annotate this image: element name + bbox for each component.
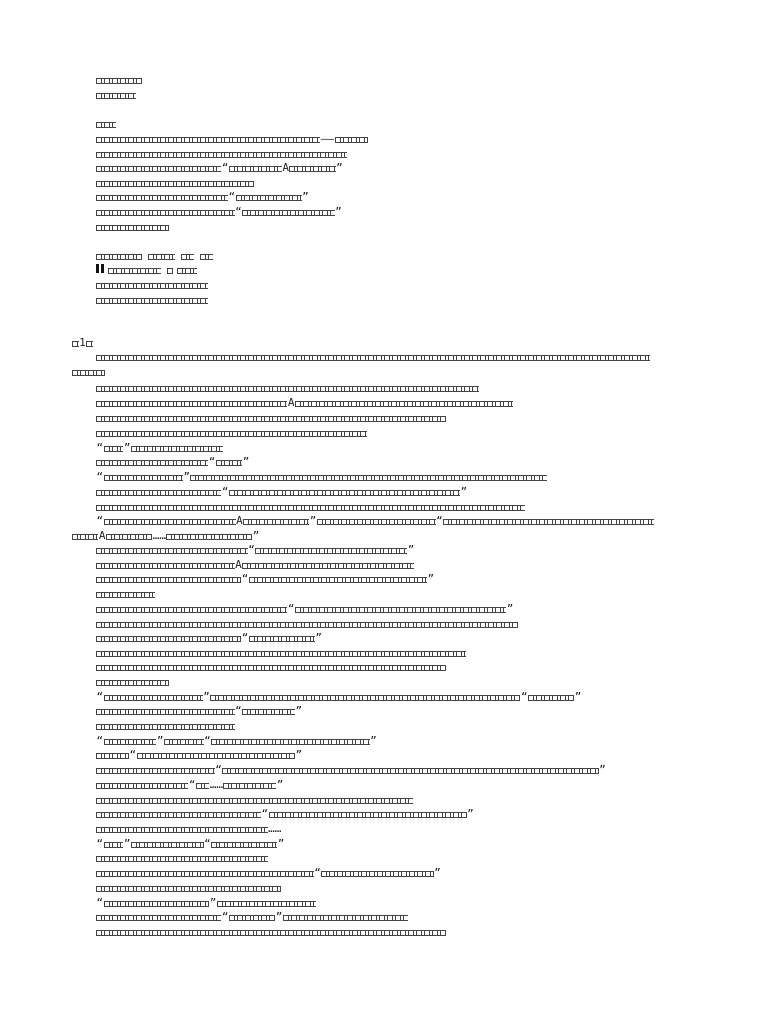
glyph-run xyxy=(283,915,408,921)
glyph-run xyxy=(321,871,433,877)
bar-mark xyxy=(96,264,99,273)
glyph-run xyxy=(236,195,302,201)
glyph-run xyxy=(96,871,314,877)
text-glyph: “ xyxy=(221,161,229,174)
text-glyph: 1 xyxy=(79,336,86,349)
glyph-run xyxy=(96,122,116,128)
text-glyph: “ xyxy=(215,763,222,776)
text-line xyxy=(96,88,136,102)
text-glyph: “ xyxy=(204,837,211,850)
text-glyph: “ xyxy=(235,205,242,218)
text-glyph: “ xyxy=(287,602,295,615)
glyph-run xyxy=(96,798,413,804)
text-line xyxy=(96,896,316,910)
text-glyph: ” xyxy=(309,514,317,527)
text-glyph: ” xyxy=(467,807,474,820)
glyph-run xyxy=(164,739,204,745)
text-line xyxy=(96,205,342,219)
glyph-run xyxy=(104,842,124,848)
glyph-run xyxy=(108,268,161,274)
text-line xyxy=(96,161,343,175)
glyph-run xyxy=(104,475,183,481)
glyph-run xyxy=(96,386,479,392)
text-line xyxy=(96,147,347,161)
text-line xyxy=(72,529,260,543)
glyph-run xyxy=(96,636,241,642)
glyph-run xyxy=(96,930,446,936)
text-glyph: “ xyxy=(228,190,236,203)
text-line xyxy=(96,866,441,880)
text-glyph: ” xyxy=(460,485,468,498)
text-glyph: ” xyxy=(302,190,309,203)
text-glyph: “ xyxy=(96,837,104,850)
glyph-run xyxy=(216,460,242,466)
text-line xyxy=(96,220,169,234)
glyph-run xyxy=(223,783,276,789)
glyph-run xyxy=(181,254,194,260)
text-line xyxy=(96,822,282,836)
glyph-run xyxy=(96,724,235,730)
text-glyph: “ xyxy=(235,704,242,717)
glyph-run xyxy=(96,622,518,628)
text-line xyxy=(96,441,223,455)
glyph-run xyxy=(249,636,315,642)
glyph-run xyxy=(177,268,197,274)
text-glyph: “ xyxy=(261,807,269,820)
text-glyph: “ xyxy=(520,690,528,703)
text-line xyxy=(96,587,155,601)
glyph-run xyxy=(96,225,169,231)
text-line xyxy=(96,704,303,718)
glyph-run xyxy=(96,915,221,921)
text-line xyxy=(96,73,142,87)
glyph-run xyxy=(96,490,221,496)
glyph-run xyxy=(96,783,188,789)
glyph-run xyxy=(190,475,546,481)
text-glyph: ” xyxy=(315,631,322,644)
text-glyph: ” xyxy=(574,690,582,703)
glyph-run xyxy=(96,812,261,818)
text-line xyxy=(96,660,446,674)
text-glyph: “ xyxy=(96,734,104,747)
glyph-run xyxy=(96,563,235,569)
bar-glyph xyxy=(96,263,106,277)
glyph-run xyxy=(211,739,369,745)
glyph-run xyxy=(148,254,174,260)
glyph-run xyxy=(72,341,79,347)
text-line xyxy=(96,719,235,733)
bar-mark xyxy=(101,264,104,273)
glyph-run xyxy=(317,519,436,525)
glyph-run xyxy=(96,856,268,862)
text-glyph: …… xyxy=(152,529,166,542)
glyph-run xyxy=(96,709,235,715)
glyph-run xyxy=(249,577,427,583)
glyph-run xyxy=(104,695,203,701)
glyph-run xyxy=(106,534,152,540)
text-glyph: A xyxy=(235,558,242,571)
text-line xyxy=(72,336,93,350)
text-glyph: “ xyxy=(221,485,229,498)
text-glyph: “ xyxy=(96,896,104,909)
glyph-run xyxy=(166,534,252,540)
glyph-run xyxy=(229,490,460,496)
text-line xyxy=(96,263,197,277)
glyph-run xyxy=(96,416,446,422)
text-glyph: ” xyxy=(242,455,250,468)
text-glyph: ” xyxy=(252,529,260,542)
text-glyph: A xyxy=(287,396,295,409)
text-line xyxy=(96,881,281,895)
glyph-run xyxy=(96,78,142,84)
text-line xyxy=(72,365,105,379)
glyph-run xyxy=(104,446,124,452)
glyph-run xyxy=(255,548,407,554)
text-line xyxy=(96,543,415,557)
text-glyph: ” xyxy=(123,837,131,850)
glyph-run xyxy=(96,254,142,260)
text-line xyxy=(96,455,250,469)
glyph-run xyxy=(96,152,347,158)
text-line xyxy=(96,602,514,616)
text-line xyxy=(96,734,377,748)
glyph-run xyxy=(295,401,513,407)
text-glyph: …… xyxy=(268,822,282,835)
glyph-run xyxy=(96,592,155,598)
text-glyph: “ xyxy=(96,514,104,527)
glyph-run xyxy=(96,210,235,216)
text-glyph: ” xyxy=(407,543,415,556)
glyph-run xyxy=(96,460,208,466)
glyph-run xyxy=(96,680,169,686)
text-line xyxy=(96,675,169,689)
glyph-run xyxy=(96,431,367,437)
text-line xyxy=(96,500,525,514)
glyph-run xyxy=(96,298,208,304)
glyph-run xyxy=(242,210,334,216)
text-glyph: ” xyxy=(295,748,303,761)
glyph-run xyxy=(96,137,320,143)
glyph-run xyxy=(210,695,520,701)
text-glyph: “ xyxy=(96,441,104,454)
glyph-run xyxy=(96,401,287,407)
glyph-run xyxy=(196,783,209,789)
glyph-run xyxy=(131,446,223,452)
text-glyph: ” xyxy=(203,690,210,703)
text-glyph: A xyxy=(282,161,289,174)
glyph-run xyxy=(295,607,506,613)
text-line xyxy=(96,617,518,631)
glyph-run xyxy=(229,166,282,172)
glyph-run xyxy=(104,519,236,525)
text-line xyxy=(96,778,284,792)
glyph-run xyxy=(104,739,157,745)
text-glyph: ” xyxy=(276,778,284,791)
text-line xyxy=(96,411,446,425)
text-line xyxy=(96,558,414,572)
glyph-run xyxy=(443,519,654,525)
glyph-run xyxy=(96,181,254,187)
glyph-run xyxy=(104,901,210,907)
text-glyph: ” xyxy=(275,910,283,923)
glyph-run xyxy=(96,768,215,774)
glyph-run xyxy=(242,709,295,715)
text-line xyxy=(96,249,213,263)
text-line xyxy=(96,631,322,645)
text-line xyxy=(96,293,208,307)
glyph-run xyxy=(96,886,281,892)
text-line xyxy=(96,851,268,865)
text-glyph: ” xyxy=(183,470,190,483)
text-glyph: “ xyxy=(129,748,137,761)
text-glyph: ” xyxy=(434,866,441,879)
glyph-run xyxy=(96,577,241,583)
text-line xyxy=(96,470,547,484)
text-line xyxy=(96,514,654,528)
text-line xyxy=(96,837,285,851)
glyph-run xyxy=(229,915,275,921)
glyph-run xyxy=(96,93,136,99)
text-glyph: ” xyxy=(336,161,343,174)
text-line xyxy=(96,910,408,924)
text-line xyxy=(96,925,446,939)
glyph-run xyxy=(96,548,248,554)
glyph-run xyxy=(96,651,466,657)
text-line xyxy=(96,485,468,499)
text-line xyxy=(96,132,368,146)
text-line xyxy=(96,748,303,762)
glyph-run xyxy=(211,842,277,848)
glyph-run xyxy=(96,195,228,201)
text-glyph: ” xyxy=(335,205,342,218)
glyph-run xyxy=(335,137,368,143)
glyph-run xyxy=(96,827,268,833)
text-line xyxy=(96,176,254,190)
glyph-run xyxy=(269,812,467,818)
text-line xyxy=(96,646,466,660)
text-glyph: A xyxy=(236,514,243,527)
text-glyph: “ xyxy=(204,734,211,747)
glyph-run xyxy=(96,355,650,361)
glyph-run xyxy=(131,842,204,848)
text-line xyxy=(96,117,116,131)
text-glyph: “ xyxy=(241,572,249,585)
text-glyph: ” xyxy=(506,602,514,615)
glyph-run xyxy=(167,268,174,274)
glyph-run xyxy=(243,519,309,525)
text-glyph: ” xyxy=(427,572,435,585)
text-glyph: A xyxy=(98,529,106,542)
text-line xyxy=(96,190,309,204)
glyph-run xyxy=(137,753,295,759)
text-glyph: …… xyxy=(209,778,223,791)
text-glyph: “ xyxy=(221,910,229,923)
glyph-run xyxy=(96,753,129,759)
text-line xyxy=(96,426,367,440)
text-glyph: “ xyxy=(188,778,196,791)
text-glyph: “ xyxy=(436,514,443,527)
glyph-run xyxy=(72,534,98,540)
text-glyph: ” xyxy=(123,441,131,454)
text-line xyxy=(96,793,413,807)
text-line xyxy=(96,807,474,821)
glyph-run xyxy=(86,341,93,347)
text-line xyxy=(96,572,435,586)
text-line xyxy=(96,690,582,704)
glyph-run xyxy=(200,254,213,260)
glyph-run xyxy=(96,607,287,613)
text-line xyxy=(96,396,513,410)
glyph-run xyxy=(222,768,598,774)
text-glyph: ” xyxy=(599,763,606,776)
glyph-run xyxy=(72,370,105,376)
text-glyph: “ xyxy=(241,631,249,644)
glyph-run xyxy=(528,695,574,701)
text-glyph: ” xyxy=(209,896,217,909)
text-line xyxy=(96,350,650,364)
text-glyph: ” xyxy=(370,734,377,747)
text-glyph: “ xyxy=(314,866,321,879)
glyph-run xyxy=(96,283,208,289)
glyph-run xyxy=(289,166,335,172)
text-line xyxy=(96,278,208,292)
glyph-run xyxy=(96,166,221,172)
glyph-run xyxy=(242,563,414,569)
text-glyph: ” xyxy=(295,704,303,717)
glyph-run xyxy=(217,901,316,907)
text-glyph: ” xyxy=(156,734,164,747)
glyph-run xyxy=(96,665,446,671)
text-glyph: “ xyxy=(96,690,104,703)
text-glyph: ” xyxy=(277,837,285,850)
text-glyph: —— xyxy=(320,132,335,145)
glyph-run xyxy=(96,505,525,511)
text-glyph: “ xyxy=(248,543,255,556)
text-glyph: “ xyxy=(208,455,216,468)
text-line xyxy=(96,381,479,395)
text-line xyxy=(96,763,606,777)
text-glyph: “ xyxy=(96,470,104,483)
